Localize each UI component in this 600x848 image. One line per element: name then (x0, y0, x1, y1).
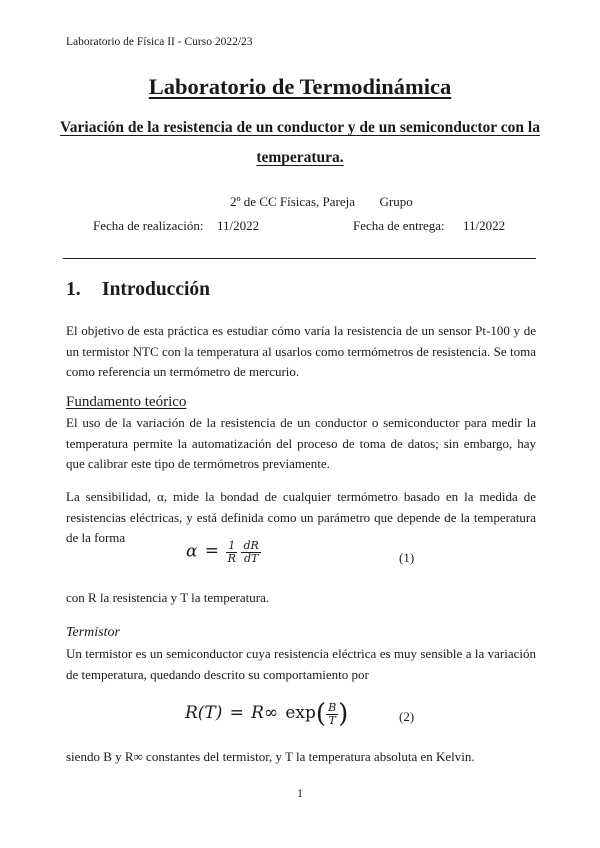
fundamento-paragraph-1: El uso de la variación de la resistencia de un conductor o semiconductor para medir la temperatura permite la automatización del proceso de toma de datos; sin embargo, hay que calibrar este tipo de termómetros previamente. (66, 415, 536, 471)
group-line-b: Grupo (379, 194, 413, 209)
equation-2-number: (2) (399, 709, 415, 724)
eq1-frac-a (226, 540, 237, 565)
page-number: 1 (297, 786, 303, 800)
fecha-realizacion-value: 11/2022 (217, 218, 260, 233)
eq2-num: B (328, 700, 337, 714)
fundamento-paragraph-2: La sensibilidad, α, mide la bondad de cualquier termómetro basado en la medida de resistencias eléctricas, y está definida como un parámetro que depende de la temperatura de la forma (66, 489, 536, 545)
eq1-equals: = (204, 541, 219, 562)
fecha-entrega-label: Fecha de entrega: (353, 218, 445, 233)
eq2-r-inf: R∞ (251, 702, 279, 723)
eq2-den: T (328, 713, 336, 727)
termistor-heading: Termistor (66, 625, 120, 640)
equation-2 (185, 699, 348, 729)
eq1-num-b: dR (243, 539, 259, 552)
eq1-frac-b (241, 540, 260, 565)
fecha-entrega-value: 11/2022 (463, 218, 506, 233)
fundamento-paragraph-3: con R la resistencia y T la temperatura. (66, 590, 270, 605)
intro-paragraph: El objetivo de esta práctica es estudiar cómo varía la resistencia de un sensor Pt-100 y de un termistor NTC con la temperatura al usarlos como termómetros de resistencia. Se toma como referencia un termómetro de mercurio. (66, 323, 536, 379)
termistor-paragraph-2: siendo B y R∞ constantes del termistor, y T la temperatura absoluta en Kelvin. (66, 749, 475, 764)
eq1-den-a: R (227, 552, 236, 565)
running-header: Laboratorio de Física II - Curso 2022/23 (66, 36, 253, 48)
termistor-paragraph-1: Un termistor es un semiconductor cuya resistencia eléctrica es muy sensible a la variación de temperatura, quedando descrito su comportamiento por (66, 646, 536, 682)
eq2-left-paren: ( (315, 699, 327, 729)
document-title: Laboratorio de Termodinámica (148, 74, 452, 99)
eq2-lhs: R(T) (185, 702, 223, 723)
eq2-right-paren: ) (338, 699, 349, 729)
fundamento-heading: Fundamento teórico (66, 394, 187, 410)
eq2-exp: exp (285, 702, 316, 723)
equation-1 (186, 540, 261, 565)
eq2-equals: = (229, 702, 244, 723)
group-line-a: 2º de CC Físicas, Pareja (230, 194, 355, 209)
eq1-den-b: dT (243, 552, 259, 565)
eq1-num-a: 1 (228, 539, 236, 552)
document-subtitle: Variación de la resistencia de un conductor y de un semiconductor con la temperatura. (60, 119, 540, 166)
eq2-frac (326, 702, 338, 727)
fecha-realizacion-label: Fecha de realización: (93, 218, 204, 233)
group-line (230, 194, 413, 210)
section-title: Introducción (102, 279, 210, 300)
eq1-lhs: α (186, 541, 198, 562)
section-number: 1. (66, 279, 81, 300)
equation-1-number: (1) (399, 550, 415, 565)
header-divider (63, 258, 536, 259)
section-heading-introduccion (66, 279, 210, 301)
